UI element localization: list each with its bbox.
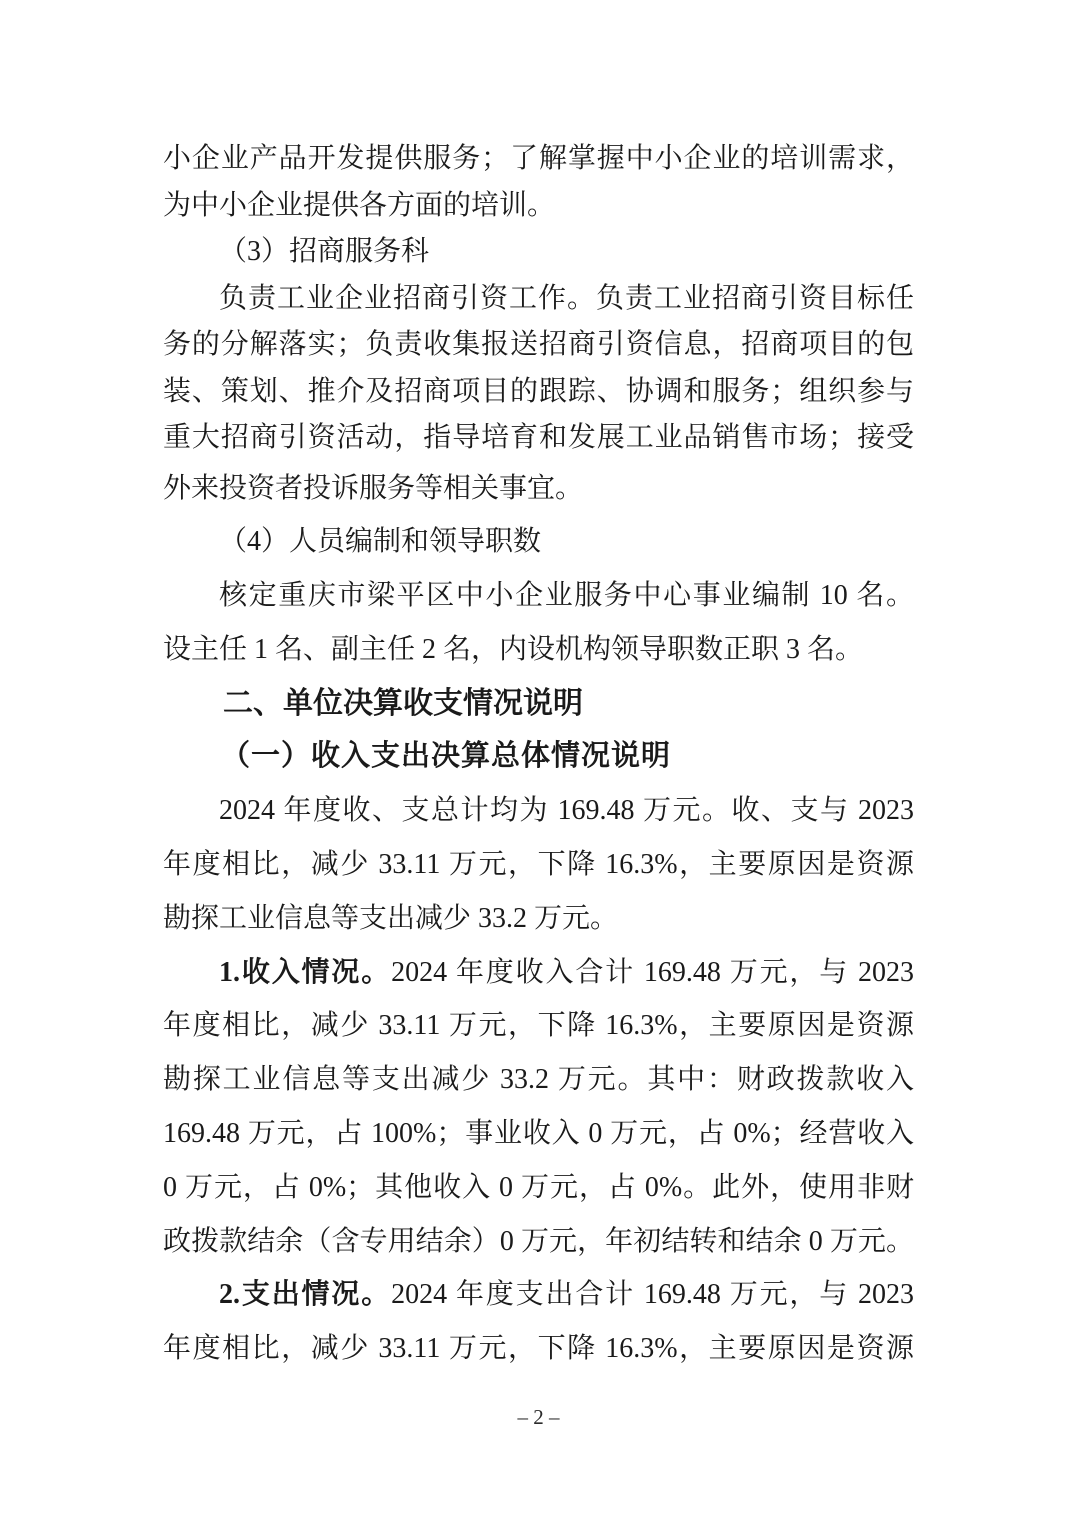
text-line: 小企业产品开发提供服务；了解掌握中小企业的培训需求， <box>163 143 914 174</box>
text-line: 年度相比，减少 33.11 万元，下降 16.3%，主要原因是资源 <box>163 1333 914 1365</box>
bold-lead: 1.收入情况。 <box>219 956 392 988</box>
text-line: 装、策划、推介及招商项目的跟踪、协调和服务；组织参与 <box>163 375 914 407</box>
text-line: （3）招商服务科 <box>219 236 430 267</box>
text-line: 政拨款结余（含专用结余）0 万元，年初结转和结余 0 万元。 <box>163 1225 914 1257</box>
bold-lead: 2.支出情况。 <box>219 1279 392 1311</box>
subsection-heading: （一）收入支出决算总体情况说明 <box>221 740 672 773</box>
text-line: 重大招商引资活动，指导培育和发展工业品销售市场；接受 <box>163 422 914 453</box>
text-line: 勘探工业信息等支出减少 33.2 万元。其中：财政拨款收入 <box>163 1064 914 1096</box>
text-line: 勘探工业信息等支出减少 33.2 万元。 <box>163 902 619 934</box>
text-line: 核定重庆市梁平区中小企业服务中心事业编制 10 名。 <box>219 580 914 612</box>
text-line: 务的分解落实；负责收集报送招商引资信息，招商项目的包 <box>163 329 914 360</box>
text-line: （4）人员编制和领导职数 <box>219 526 542 558</box>
text-line: 设主任 1 名、副主任 2 名，内设机构领导职数正职 3 名。 <box>163 633 864 665</box>
text-line: 负责工业企业招商引资工作。负责工业招商引资目标任 <box>219 282 914 314</box>
page-number: – 2 – <box>517 1405 560 1429</box>
document-body <box>163 136 914 1376</box>
text-line: 外来投资者投诉服务等相关事宜。 <box>163 472 584 504</box>
text-line: 0 万元，占 0%；其他收入 0 万元，占 0%。此外，使用非财 <box>163 1171 914 1203</box>
text-line: 年度相比，减少 33.11 万元，下降 16.3%，主要原因是资源 <box>163 849 914 881</box>
text-line: 1.收入情况。2024 年度收入合计 169.48 万元，与 2023 <box>219 956 914 988</box>
text-line: 2.支出情况。2024 年度支出合计 169.48 万元，与 2023 <box>219 1279 914 1311</box>
text-line: 2024 年度收、支总计均为 169.48 万元。收、支与 2023 <box>219 795 914 827</box>
text-line: 为中小企业提供各方面的培训。 <box>163 189 556 221</box>
section-heading: 二、单位决算收支情况说明 <box>223 686 583 720</box>
text-line: 169.48 万元，占 100%；事业收入 0 万元，占 0%；经营收入 <box>163 1118 914 1150</box>
text-line: 年度相比，减少 33.11 万元，下降 16.3%，主要原因是资源 <box>163 1010 914 1042</box>
